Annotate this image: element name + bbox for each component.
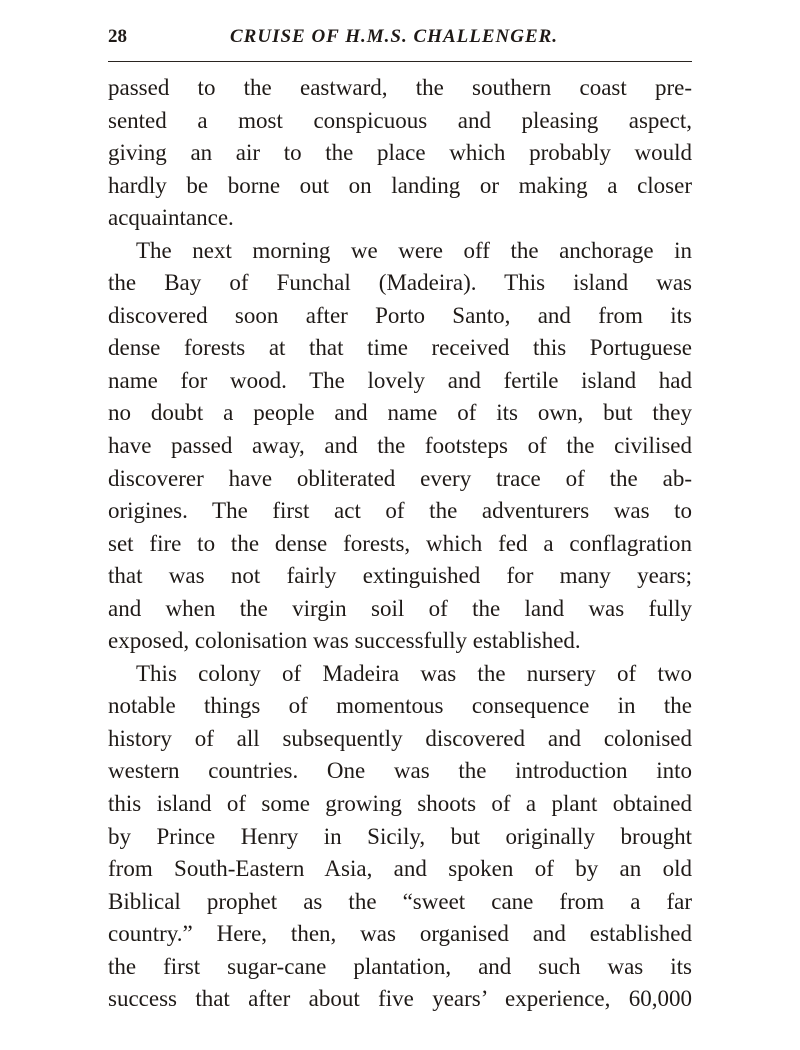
text-line: the Bay of Funchal (Madeira). This island was: [108, 270, 692, 296]
text-line: the first sugar-cane plantation, and such was its: [108, 953, 692, 979]
text-line: that was not fairly extinguished for many years;: [108, 563, 692, 589]
text-line: This colony of Madeira was the nursery of two: [136, 660, 692, 686]
text-line: sented a most conspicuous and pleasing aspect,: [108, 107, 692, 133]
text-line: hardly be borne out on landing or making a closer: [108, 172, 692, 198]
page-number: 28: [108, 26, 127, 47]
text-line: dense forests at that time received this Portuguese: [108, 335, 692, 361]
header-rule: [108, 61, 692, 62]
text-line: discovered soon after Porto Santo, and from its: [108, 302, 692, 328]
paragraph-3: [108, 658, 692, 1016]
text-line: origines. The first act of the adventurers was to: [108, 498, 692, 524]
body-text: [108, 72, 692, 1016]
text-line: country.” Here, then, was organised and established: [108, 921, 692, 947]
text-line: have passed away, and the footsteps of the civilised: [108, 433, 692, 459]
text-line: passed to the eastward, the southern coast pre-: [108, 75, 692, 100]
text-line: exposed, colonisation was successfully established.: [108, 628, 581, 654]
text-line: western countries. One was the introduction into: [108, 758, 692, 784]
running-title: CRUISE OF H.M.S. CHALLENGER.: [230, 26, 559, 47]
text-line: set fire to the dense forests, which fed a conflagration: [108, 530, 692, 556]
paragraph-2: [108, 235, 692, 658]
text-line: from South-Eastern Asia, and spoken of by an old: [108, 856, 692, 882]
page-header: [108, 26, 692, 56]
text-line: success that after about five years’ experience, 60,000: [108, 986, 692, 1012]
text-line: this island of some growing shoots of a plant obtained: [108, 791, 692, 817]
text-line: no doubt a people and name of its own, but they: [108, 400, 692, 426]
text-line: The next morning we were off the anchorage in: [136, 237, 692, 263]
paragraph-1: [108, 72, 692, 235]
text-line: and when the virgin soil of the land was fully: [108, 595, 692, 621]
text-line: name for wood. The lovely and fertile island had: [108, 367, 692, 393]
text-line: by Prince Henry in Sicily, but originally brought: [108, 823, 692, 849]
text-line: acquaintance.: [108, 205, 234, 231]
text-line: notable things of momentous consequence in the: [108, 693, 692, 719]
text-line: giving an air to the place which probably would: [108, 140, 692, 166]
text-line: discoverer have obliterated every trace of the ab-: [108, 465, 692, 491]
text-line: history of all subsequently discovered and colonised: [108, 725, 692, 751]
text-line: Biblical prophet as the “sweet cane from a far: [108, 888, 692, 914]
